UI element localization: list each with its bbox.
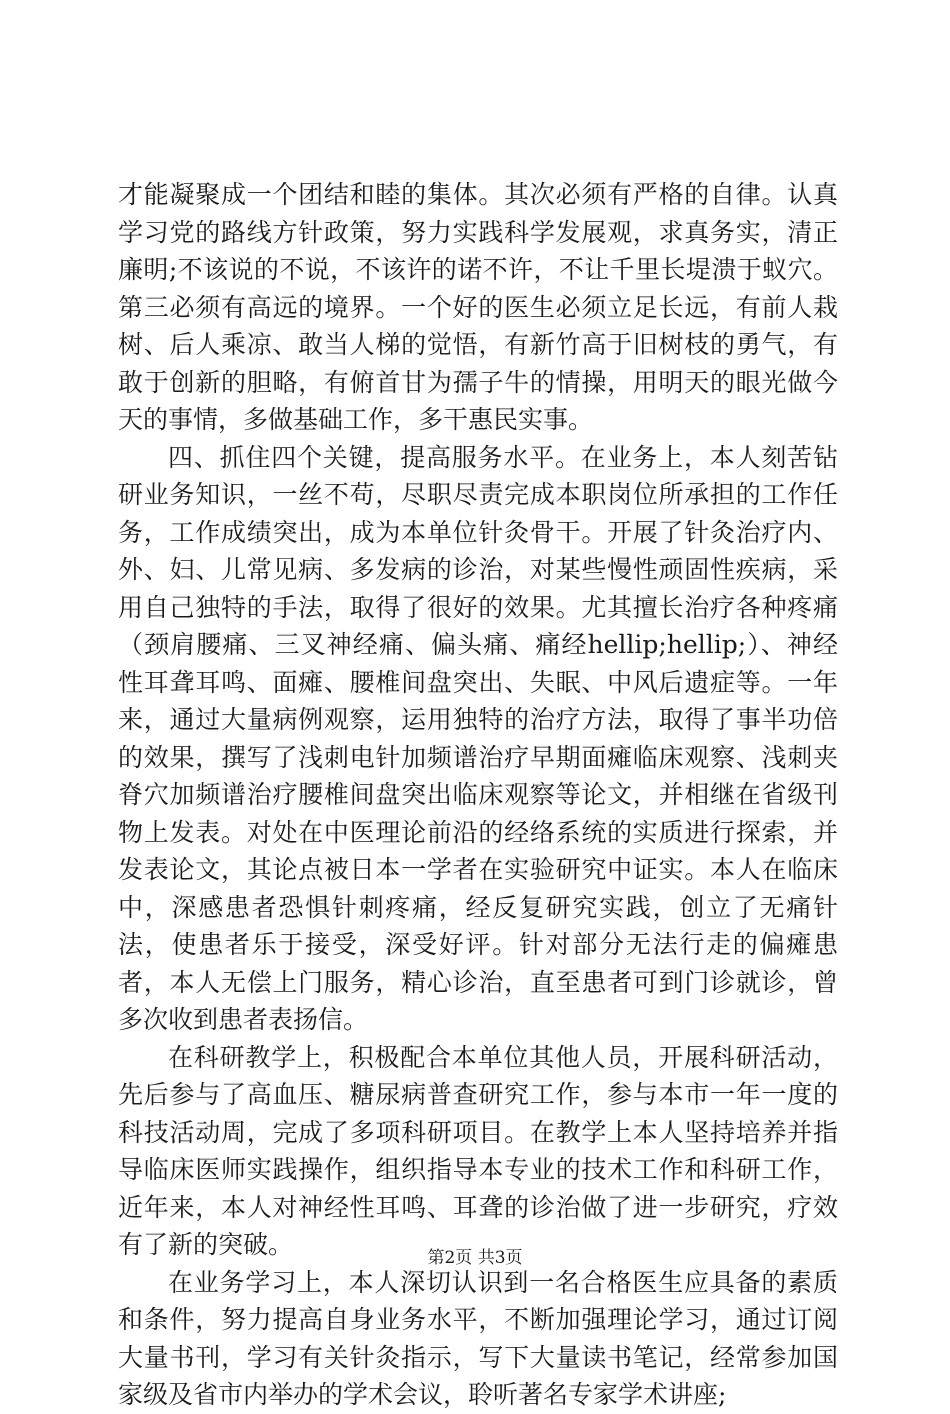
paragraph-4: 在业务学习上，本人深切认识到一名合格医生应具备的素质和条件，努力提高自身业务水平，不断加强理论学习，通过订阅大量书刊，学习有关针灸指示，写下大量读书笔记，经常参加国家级及省市内举办的学术会议，聆听著名专家学术讲座; (118, 1267, 838, 1409)
paragraph-2: 四、抓住四个关键，提高服务水平。在业务上，本人刻苦钻研业务知识，一丝不苟，尽职尽责完成本职岗位所承担的工作任务，工作成绩突出，成为本单位针灸骨干。开展了针灸治疗内、外、妇、儿常见病、多发病的诊治，对某些慢性顽固性疾病，采用自己独特的手法，取得了很好的效果。尤其擅长治疗各种疼痛（颈肩腰痛、三叉神经痛、偏头痛、痛经hellip;hellip;）、神经性耳聋耳鸣、面瘫、腰椎间盘突出、失眠、中风后遗症等。一年来，通过大量病例观察，运用独特的治疗方法，取得了事半功倍的效果，撰写了浅刺电针加频谱治疗早期面瘫临床观察、浅刺夹脊穴加频谱治疗腰椎间盘突出临床观察等论文，并相继在省级刊物上发表。对处在中医理论前沿的经络系统的实质进行探索，并发表论文，其论点被日本一学者在实验研究中证实。本人在临床中，深感患者恐惧针刺疼痛，经反复研究实践，创立了无痛针法，使患者乐于接受，深受好评。针对部分无法行走的偏瘫患者，本人无偿上门服务，精心诊治，直至患者可到门诊就诊，曾多次收到患者表扬信。 (118, 442, 838, 1034)
page-footer: 第2页 共3页 (427, 1248, 523, 1268)
paragraph-1: 才能凝聚成一个团结和睦的集体。其次必须有严格的自律。认真学习党的路线方针政策，努力实践科学发展观，求真务实，清正廉明;不该说的不说，不该许的诺不许，不让千里长堤溃于蚁穴。第三必须有高远的境界。一个好的医生必须立足长远，有前人栽树、后人乘凉、敢当人梯的觉悟，有新竹高于旧树枝的勇气，有敢于创新的胆略，有俯首甘为孺子牛的情操，用明天的眼光做今天的事情，多做基础工作，多干惠民实事。 (118, 180, 838, 434)
document-body (118, 176, 838, 1414)
paragraph-3: 在科研教学上，积极配合本单位其他人员，开展科研活动，先后参与了高血压、糖尿病普查研究工作，参与本市一年一度的科技活动周，完成了多项科研项目。在教学上本人坚持培养并指导临床医师实践操作，组织指导本专业的技术工作和科研工作，近年来，本人对神经性耳鸣、耳聋的诊治做了进一步研究，疗效有了新的突破。 (118, 1042, 838, 1259)
